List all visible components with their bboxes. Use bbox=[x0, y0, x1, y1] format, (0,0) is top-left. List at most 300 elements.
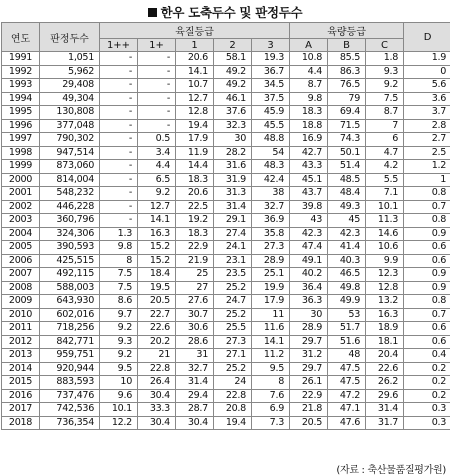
cell-y-a: 39.8 bbox=[290, 200, 328, 214]
cell-y-b: 53 bbox=[328, 308, 366, 322]
cell-judged: 790,302 bbox=[40, 133, 100, 147]
cell-d: 0.3 bbox=[404, 416, 450, 430]
cell-q-1: 17.9 bbox=[176, 133, 214, 147]
cell-y-b: 48.5 bbox=[328, 173, 366, 187]
cell-y-a: 45.1 bbox=[290, 173, 328, 187]
cell-y-b: 49.3 bbox=[328, 200, 366, 214]
cell-year: 2017 bbox=[2, 403, 40, 417]
cell-judged: 602,016 bbox=[40, 308, 100, 322]
cell-y-b: 49.8 bbox=[328, 281, 366, 295]
cell-q-2: 28.2 bbox=[214, 146, 252, 160]
cell-q-1pp: 1.3 bbox=[100, 227, 138, 241]
cell-y-a: 21.8 bbox=[290, 403, 328, 417]
source-note: (자료 : 축산물품질평가원) bbox=[336, 465, 446, 476]
table-row bbox=[2, 146, 450, 160]
table-title-text: 한우 도축두수 및 판정두수 bbox=[160, 5, 303, 20]
cell-q-3: 42.4 bbox=[252, 173, 290, 187]
cell-q-1: 22.9 bbox=[176, 241, 214, 255]
cell-q-1pp: 12.2 bbox=[100, 416, 138, 430]
cell-q-2: 46.1 bbox=[214, 92, 252, 106]
cell-y-c: 14.6 bbox=[366, 227, 404, 241]
cell-judged: 29,408 bbox=[40, 79, 100, 93]
cell-d: 0.7 bbox=[404, 308, 450, 322]
cell-year: 1991 bbox=[2, 52, 40, 66]
cell-q-3: 36.9 bbox=[252, 214, 290, 228]
cell-q-3: 27.3 bbox=[252, 241, 290, 255]
cell-judged: 377,048 bbox=[40, 119, 100, 133]
cell-q-3: 37.5 bbox=[252, 92, 290, 106]
cell-y-b: 79 bbox=[328, 92, 366, 106]
cell-q-1: 10.7 bbox=[176, 79, 214, 93]
table-row bbox=[2, 376, 450, 390]
cell-q-3: 36.7 bbox=[252, 65, 290, 79]
cell-y-a: 31.2 bbox=[290, 349, 328, 363]
cell-d: 2.8 bbox=[404, 119, 450, 133]
cell-q-1pp: 9.7 bbox=[100, 308, 138, 322]
cell-q-3: 35.8 bbox=[252, 227, 290, 241]
cell-q-2: 29.1 bbox=[214, 214, 252, 228]
cell-y-c: 16.3 bbox=[366, 308, 404, 322]
table-row bbox=[2, 389, 450, 403]
header-judged-count: 판정두수 bbox=[40, 23, 100, 52]
cell-y-c: 7.1 bbox=[366, 187, 404, 201]
header-quality-3: 3 bbox=[252, 39, 290, 52]
cell-year: 2005 bbox=[2, 241, 40, 255]
cell-q-1pp: 9.2 bbox=[100, 322, 138, 336]
cell-year: 2011 bbox=[2, 322, 40, 336]
cell-q-1p: - bbox=[138, 119, 176, 133]
cell-y-a: 47.4 bbox=[290, 241, 328, 255]
cell-q-1p: - bbox=[138, 52, 176, 66]
cell-q-1: 28.7 bbox=[176, 403, 214, 417]
cell-q-1: 22.5 bbox=[176, 200, 214, 214]
cell-year: 2001 bbox=[2, 187, 40, 201]
cell-y-c: 18.1 bbox=[366, 335, 404, 349]
cell-q-2: 37.6 bbox=[214, 106, 252, 120]
cell-q-1p: 18.4 bbox=[138, 268, 176, 282]
cell-q-3: 34.5 bbox=[252, 79, 290, 93]
cell-judged: 883,593 bbox=[40, 376, 100, 390]
cell-y-b: 71.5 bbox=[328, 119, 366, 133]
cell-d: 2.7 bbox=[404, 133, 450, 147]
cell-q-1: 21.9 bbox=[176, 254, 214, 268]
cell-q-3: 7.6 bbox=[252, 389, 290, 403]
cell-year: 2013 bbox=[2, 349, 40, 363]
cell-judged: 737,476 bbox=[40, 389, 100, 403]
cell-q-1p: - bbox=[138, 92, 176, 106]
cell-q-1p: 6.5 bbox=[138, 173, 176, 187]
cell-year: 1999 bbox=[2, 160, 40, 174]
cell-d: 5.6 bbox=[404, 79, 450, 93]
cell-judged: 947,514 bbox=[40, 146, 100, 160]
cell-q-1p: 9.2 bbox=[138, 187, 176, 201]
cell-year: 2004 bbox=[2, 227, 40, 241]
cell-q-1: 18.3 bbox=[176, 227, 214, 241]
cell-judged: 425,515 bbox=[40, 254, 100, 268]
cell-q-1p: 14.1 bbox=[138, 214, 176, 228]
cell-y-c: 10.1 bbox=[366, 200, 404, 214]
cell-q-3: 9.5 bbox=[252, 362, 290, 376]
cell-q-1: 27 bbox=[176, 281, 214, 295]
cell-y-b: 47.6 bbox=[328, 416, 366, 430]
cell-q-1pp: 7.5 bbox=[100, 268, 138, 282]
cell-q-3: 11 bbox=[252, 308, 290, 322]
table-row bbox=[2, 92, 450, 106]
cell-judged: 130,808 bbox=[40, 106, 100, 120]
cell-q-1pp: - bbox=[100, 160, 138, 174]
cell-d: 2.5 bbox=[404, 146, 450, 160]
cell-y-a: 43.3 bbox=[290, 160, 328, 174]
table-row bbox=[2, 214, 450, 228]
cell-y-a: 49.1 bbox=[290, 254, 328, 268]
cell-q-1pp: 8 bbox=[100, 254, 138, 268]
cell-year: 1995 bbox=[2, 106, 40, 120]
cell-y-c: 7.5 bbox=[366, 92, 404, 106]
cell-y-b: 46.5 bbox=[328, 268, 366, 282]
header-yield-b: B bbox=[328, 39, 366, 52]
cell-q-1p: 15.2 bbox=[138, 254, 176, 268]
cell-q-2: 25.5 bbox=[214, 322, 252, 336]
cell-d: 0 bbox=[404, 65, 450, 79]
cell-q-2: 24 bbox=[214, 376, 252, 390]
cell-q-1: 25 bbox=[176, 268, 214, 282]
cell-q-1pp: 8.6 bbox=[100, 295, 138, 309]
cell-judged: 446,228 bbox=[40, 200, 100, 214]
cell-q-1p: 22.8 bbox=[138, 362, 176, 376]
table-row bbox=[2, 349, 450, 363]
cell-q-2: 25.2 bbox=[214, 281, 252, 295]
cell-y-b: 48.4 bbox=[328, 187, 366, 201]
table-row bbox=[2, 403, 450, 417]
cell-year: 1998 bbox=[2, 146, 40, 160]
header-quality-1pp: 1++ bbox=[100, 39, 138, 52]
cell-q-1: 20.6 bbox=[176, 52, 214, 66]
cell-q-3: 48.8 bbox=[252, 133, 290, 147]
cell-year: 1996 bbox=[2, 119, 40, 133]
cell-y-b: 49.9 bbox=[328, 295, 366, 309]
cell-judged: 873,060 bbox=[40, 160, 100, 174]
cell-q-1pp: - bbox=[100, 52, 138, 66]
cell-q-1p: 22.7 bbox=[138, 308, 176, 322]
header-quality-1p: 1+ bbox=[138, 39, 176, 52]
cell-y-b: 50.1 bbox=[328, 146, 366, 160]
cell-q-1: 30.6 bbox=[176, 322, 214, 336]
cell-q-1pp: 9.6 bbox=[100, 389, 138, 403]
header-yield-a: A bbox=[290, 39, 328, 52]
cell-y-c: 12.8 bbox=[366, 281, 404, 295]
cell-judged: 643,930 bbox=[40, 295, 100, 309]
cell-year: 2002 bbox=[2, 200, 40, 214]
cell-q-3: 45.5 bbox=[252, 119, 290, 133]
table-row bbox=[2, 160, 450, 174]
cell-q-3: 7.3 bbox=[252, 416, 290, 430]
cell-q-1p: 21 bbox=[138, 349, 176, 363]
cell-y-c: 4.2 bbox=[366, 160, 404, 174]
cell-d: 0.8 bbox=[404, 187, 450, 201]
cell-y-b: 47.1 bbox=[328, 403, 366, 417]
cell-judged: 959,751 bbox=[40, 349, 100, 363]
table-title bbox=[0, 3, 450, 21]
cell-year: 1992 bbox=[2, 65, 40, 79]
cell-q-1: 18.3 bbox=[176, 173, 214, 187]
cell-q-3: 11.6 bbox=[252, 322, 290, 336]
table-row bbox=[2, 119, 450, 133]
cell-q-2: 31.9 bbox=[214, 173, 252, 187]
cell-judged: 1,051 bbox=[40, 52, 100, 66]
cell-y-b: 51.4 bbox=[328, 160, 366, 174]
cell-y-a: 42.7 bbox=[290, 146, 328, 160]
cell-year: 2018 bbox=[2, 416, 40, 430]
cell-q-3: 19.3 bbox=[252, 52, 290, 66]
cell-y-b: 48 bbox=[328, 349, 366, 363]
cell-q-1pp: 9.8 bbox=[100, 241, 138, 255]
cell-judged: 736,354 bbox=[40, 416, 100, 430]
cell-q-3: 17.9 bbox=[252, 295, 290, 309]
cell-y-c: 31.4 bbox=[366, 403, 404, 417]
cell-y-b: 40.3 bbox=[328, 254, 366, 268]
square-bullet-icon bbox=[148, 8, 157, 17]
cell-q-1p: 12.7 bbox=[138, 200, 176, 214]
cell-q-1pp: - bbox=[100, 65, 138, 79]
cell-q-1pp: 9.2 bbox=[100, 349, 138, 363]
table-row bbox=[2, 322, 450, 336]
table-row bbox=[2, 133, 450, 147]
grading-table bbox=[1, 22, 450, 430]
table-row bbox=[2, 308, 450, 322]
cell-judged: 492,115 bbox=[40, 268, 100, 282]
cell-q-1: 11.9 bbox=[176, 146, 214, 160]
cell-q-3: 48.3 bbox=[252, 160, 290, 174]
cell-q-1pp: 10 bbox=[100, 376, 138, 390]
cell-q-3: 28.9 bbox=[252, 254, 290, 268]
cell-q-2: 19.4 bbox=[214, 416, 252, 430]
cell-q-3: 14.1 bbox=[252, 335, 290, 349]
cell-judged: 360,796 bbox=[40, 214, 100, 228]
cell-judged: 324,306 bbox=[40, 227, 100, 241]
cell-year: 2000 bbox=[2, 173, 40, 187]
cell-q-1pp: - bbox=[100, 133, 138, 147]
cell-q-2: 31.3 bbox=[214, 187, 252, 201]
cell-q-1pp: - bbox=[100, 106, 138, 120]
cell-q-1: 20.6 bbox=[176, 187, 214, 201]
cell-y-b: 51.7 bbox=[328, 322, 366, 336]
cell-y-c: 11.3 bbox=[366, 214, 404, 228]
cell-y-b: 47.5 bbox=[328, 362, 366, 376]
cell-q-1: 12.7 bbox=[176, 92, 214, 106]
cell-y-c: 22.6 bbox=[366, 362, 404, 376]
table-row bbox=[2, 65, 450, 79]
cell-y-c: 18.9 bbox=[366, 322, 404, 336]
cell-y-b: 47.5 bbox=[328, 376, 366, 390]
cell-d: 0.9 bbox=[404, 268, 450, 282]
cell-q-1p: 33.3 bbox=[138, 403, 176, 417]
cell-q-1pp: 7.5 bbox=[100, 281, 138, 295]
cell-q-1: 31 bbox=[176, 349, 214, 363]
cell-year: 2014 bbox=[2, 362, 40, 376]
cell-y-b: 47.2 bbox=[328, 389, 366, 403]
cell-q-1: 19.2 bbox=[176, 214, 214, 228]
cell-y-a: 9.8 bbox=[290, 92, 328, 106]
cell-q-1p: - bbox=[138, 79, 176, 93]
cell-y-c: 9.3 bbox=[366, 65, 404, 79]
cell-y-a: 43 bbox=[290, 214, 328, 228]
cell-d: 0.6 bbox=[404, 322, 450, 336]
cell-q-2: 27.4 bbox=[214, 227, 252, 241]
cell-y-a: 40.2 bbox=[290, 268, 328, 282]
table-row bbox=[2, 362, 450, 376]
cell-year: 2015 bbox=[2, 376, 40, 390]
cell-judged: 920,944 bbox=[40, 362, 100, 376]
cell-y-c: 20.4 bbox=[366, 349, 404, 363]
cell-q-2: 23.5 bbox=[214, 268, 252, 282]
cell-d: 0.4 bbox=[404, 349, 450, 363]
cell-q-1pp: - bbox=[100, 187, 138, 201]
cell-y-a: 8.7 bbox=[290, 79, 328, 93]
table-body bbox=[2, 52, 450, 430]
cell-judged: 842,771 bbox=[40, 335, 100, 349]
cell-q-2: 23.1 bbox=[214, 254, 252, 268]
cell-d: 0.6 bbox=[404, 335, 450, 349]
header-quality-1: 1 bbox=[176, 39, 214, 52]
cell-y-c: 10.6 bbox=[366, 241, 404, 255]
cell-y-a: 18.3 bbox=[290, 106, 328, 120]
cell-q-1: 31.4 bbox=[176, 376, 214, 390]
cell-q-1p: - bbox=[138, 106, 176, 120]
header-meat-quality-grade: 육질등급 bbox=[100, 23, 290, 39]
cell-y-c: 9.9 bbox=[366, 254, 404, 268]
cell-q-2: 49.2 bbox=[214, 65, 252, 79]
cell-d: 3.6 bbox=[404, 92, 450, 106]
table-row bbox=[2, 200, 450, 214]
cell-y-a: 20.5 bbox=[290, 416, 328, 430]
header-quality-2: 2 bbox=[214, 39, 252, 52]
cell-q-1pp: - bbox=[100, 214, 138, 228]
cell-q-2: 31.4 bbox=[214, 200, 252, 214]
cell-judged: 718,256 bbox=[40, 322, 100, 336]
cell-y-b: 85.5 bbox=[328, 52, 366, 66]
cell-y-c: 8.7 bbox=[366, 106, 404, 120]
cell-y-c: 1.8 bbox=[366, 52, 404, 66]
cell-year: 2008 bbox=[2, 281, 40, 295]
cell-y-a: 43.7 bbox=[290, 187, 328, 201]
cell-y-a: 29.7 bbox=[290, 335, 328, 349]
table-row bbox=[2, 227, 450, 241]
cell-y-c: 29.6 bbox=[366, 389, 404, 403]
cell-q-1p: 30.4 bbox=[138, 416, 176, 430]
cell-year: 1993 bbox=[2, 79, 40, 93]
cell-d: 1.9 bbox=[404, 52, 450, 66]
cell-y-c: 5.5 bbox=[366, 173, 404, 187]
cell-judged: 390,593 bbox=[40, 241, 100, 255]
cell-q-2: 24.1 bbox=[214, 241, 252, 255]
cell-y-c: 31.7 bbox=[366, 416, 404, 430]
cell-q-1pp: 9.3 bbox=[100, 335, 138, 349]
cell-judged: 49,304 bbox=[40, 92, 100, 106]
header-meat-yield-grade: 육량등급 bbox=[290, 23, 404, 39]
cell-q-3: 6.9 bbox=[252, 403, 290, 417]
table-row bbox=[2, 268, 450, 282]
cell-q-1pp: 9.5 bbox=[100, 362, 138, 376]
cell-q-1p: 15.2 bbox=[138, 241, 176, 255]
cell-judged: 742,536 bbox=[40, 403, 100, 417]
cell-q-1p: 20.2 bbox=[138, 335, 176, 349]
cell-d: 0.9 bbox=[404, 227, 450, 241]
header-year: 연도 bbox=[2, 23, 40, 52]
table-row bbox=[2, 281, 450, 295]
cell-q-3: 11.2 bbox=[252, 349, 290, 363]
cell-q-1p: 30.4 bbox=[138, 389, 176, 403]
cell-y-c: 9.2 bbox=[366, 79, 404, 93]
cell-q-2: 25.2 bbox=[214, 308, 252, 322]
cell-q-2: 27.1 bbox=[214, 349, 252, 363]
cell-q-1pp: - bbox=[100, 119, 138, 133]
cell-y-b: 45 bbox=[328, 214, 366, 228]
table-row bbox=[2, 106, 450, 120]
cell-y-c: 4.7 bbox=[366, 146, 404, 160]
cell-q-1: 12.8 bbox=[176, 106, 214, 120]
cell-d: 0.8 bbox=[404, 214, 450, 228]
cell-y-a: 29.7 bbox=[290, 362, 328, 376]
cell-d: 1.2 bbox=[404, 160, 450, 174]
cell-y-a: 10.8 bbox=[290, 52, 328, 66]
cell-judged: 5,962 bbox=[40, 65, 100, 79]
cell-q-1: 30.4 bbox=[176, 416, 214, 430]
table-row bbox=[2, 254, 450, 268]
table-row bbox=[2, 52, 450, 66]
cell-year: 1994 bbox=[2, 92, 40, 106]
cell-q-3: 45.9 bbox=[252, 106, 290, 120]
cell-q-1pp: - bbox=[100, 92, 138, 106]
cell-y-a: 26.1 bbox=[290, 376, 328, 390]
cell-y-c: 13.2 bbox=[366, 295, 404, 309]
cell-y-a: 30 bbox=[290, 308, 328, 322]
table-row bbox=[2, 416, 450, 430]
cell-y-c: 7 bbox=[366, 119, 404, 133]
cell-year: 2016 bbox=[2, 389, 40, 403]
cell-q-2: 25.2 bbox=[214, 362, 252, 376]
cell-year: 2007 bbox=[2, 268, 40, 282]
cell-judged: 588,003 bbox=[40, 281, 100, 295]
cell-y-c: 26.2 bbox=[366, 376, 404, 390]
table-row bbox=[2, 241, 450, 255]
cell-q-1: 19.4 bbox=[176, 119, 214, 133]
cell-q-2: 31.6 bbox=[214, 160, 252, 174]
cell-d: 0.7 bbox=[404, 200, 450, 214]
cell-y-b: 74.3 bbox=[328, 133, 366, 147]
cell-y-c: 12.3 bbox=[366, 268, 404, 282]
cell-q-3: 8 bbox=[252, 376, 290, 390]
cell-q-1p: 4.4 bbox=[138, 160, 176, 174]
cell-q-3: 38 bbox=[252, 187, 290, 201]
cell-d: 0.6 bbox=[404, 241, 450, 255]
cell-judged: 548,232 bbox=[40, 187, 100, 201]
cell-d: 0.6 bbox=[404, 254, 450, 268]
cell-y-a: 18.8 bbox=[290, 119, 328, 133]
cell-y-b: 41.4 bbox=[328, 241, 366, 255]
cell-q-1: 29.4 bbox=[176, 389, 214, 403]
cell-y-c: 6 bbox=[366, 133, 404, 147]
cell-q-2: 20.8 bbox=[214, 403, 252, 417]
cell-year: 2006 bbox=[2, 254, 40, 268]
cell-year: 2010 bbox=[2, 308, 40, 322]
table-row bbox=[2, 173, 450, 187]
cell-q-1pp: - bbox=[100, 79, 138, 93]
cell-q-3: 32.7 bbox=[252, 200, 290, 214]
cell-y-a: 4.4 bbox=[290, 65, 328, 79]
cell-year: 2003 bbox=[2, 214, 40, 228]
table-row bbox=[2, 335, 450, 349]
cell-q-1pp: - bbox=[100, 200, 138, 214]
